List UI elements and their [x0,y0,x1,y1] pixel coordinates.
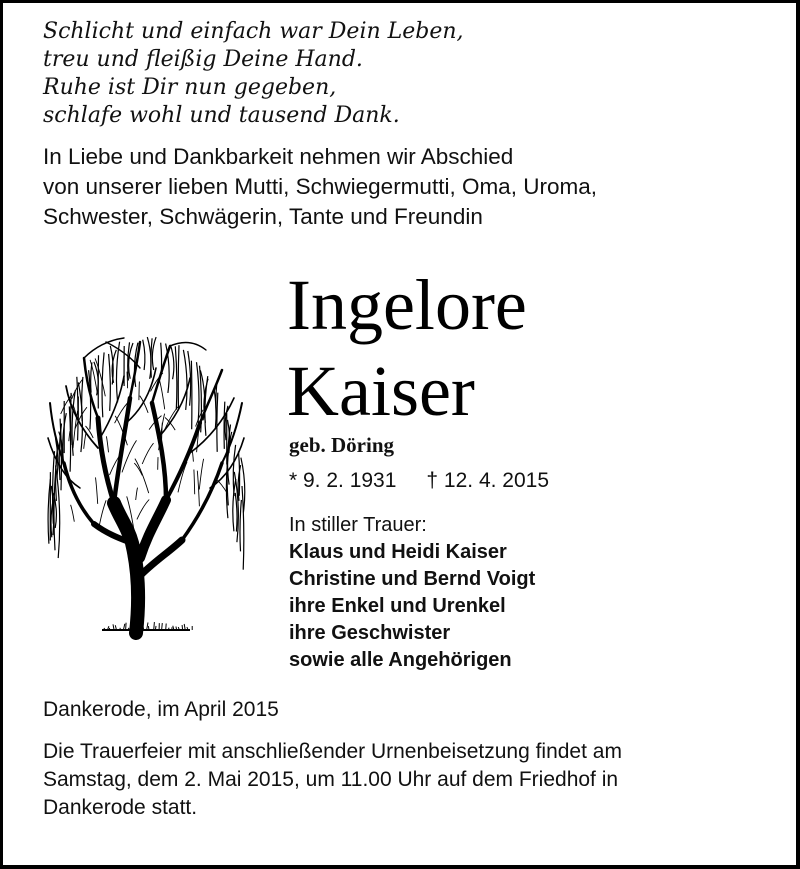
tree-frond [112,350,116,383]
tree-frond [235,493,237,532]
tree-twig [136,488,138,500]
tree-frond [197,362,200,423]
tree-twig [140,396,148,413]
poem-line: treu und fleißig Deine Hand. [43,47,363,72]
poem-line: Ruhe ist Dir nun gegeben, [43,75,337,100]
tree-twig [137,500,149,520]
place-date: Dankerode, im April 2015 [43,698,279,721]
poem-line: schlafe wohl und tausend Dank. [43,103,400,128]
grass-blade [166,624,167,631]
mourner-name: ihre Enkel und Urenkel [289,595,506,617]
tree-twig [127,372,128,389]
mourners [289,512,535,674]
tree-twig [69,431,70,441]
tree-frond [72,390,75,455]
grass-blade [155,626,156,630]
tree-twig [194,470,195,495]
poem [43,18,464,130]
last-name: Kaiser [287,351,475,431]
mourner-name: Klaus und Heidi Kaiser [289,541,507,563]
grass-blade [126,623,127,630]
tree-twig [159,380,164,410]
tree-frond [161,343,162,374]
mourner-name: ihre Geschwister [289,622,451,644]
funeral-line: Samstag, dem 2. Mai 2015, um 11.00 Uhr auf dem Friedhof in [43,768,619,791]
tree-twig [84,433,86,449]
grass-blade [147,623,148,631]
farewell-line: Schwester, Schwägerin, Tante und Freundin [43,204,483,229]
tree-frond [152,337,156,370]
tree-frond [143,340,145,370]
funeral-info [43,738,622,822]
first-name: Ingelore [287,265,527,345]
tree-frond [204,379,208,423]
tree-twig [96,477,98,504]
death-date: † 12. 4. 2015 [426,469,550,492]
grass-blade [132,625,133,630]
mourner-name: Christine und Bernd Voigt [289,568,536,590]
farewell-line: von unserer lieben Mutti, Schwiegermutti, Oma, Uroma, [43,174,597,199]
maiden-name: geb. Döring [289,433,394,457]
life-dates [289,467,549,495]
tree-ground [102,622,192,630]
tree-frond [217,393,218,452]
tree-twig [106,436,108,452]
tree-twig [139,382,140,401]
tree-twig [199,459,203,490]
tree-frond [178,345,179,408]
poem-line: Schlicht und einfach war Dein Leben, [43,19,464,44]
tree-frond [240,500,241,552]
funeral-line: Dankerode statt. [43,796,198,819]
farewell-line: In Liebe und Dankbarkeit nehmen wir Abschied [43,144,514,169]
farewell-text [43,142,597,232]
tree-frond [170,345,173,379]
deceased-name [287,262,527,434]
grass-blade [182,625,183,630]
tree-twig [192,450,193,462]
tree-frond [109,354,111,411]
tree-twig [71,505,75,522]
grass-blade [162,623,163,630]
tree-frond [175,346,177,409]
grass-blade [154,622,155,630]
willow-tree-icon [40,328,250,640]
tree-twig [142,443,153,464]
funeral-line: Die Trauerfeier mit anschließender Urnenbeisetzung findet am [43,740,622,763]
mourners-intro: In stiller Trauer: [289,514,427,536]
mourner-name: sowie alle Angehörigen [289,649,512,671]
tree-frond [183,350,187,410]
birth-date: * 9. 2. 1931 [289,469,397,492]
tree-frond [242,486,244,570]
grass-blade [148,626,149,630]
